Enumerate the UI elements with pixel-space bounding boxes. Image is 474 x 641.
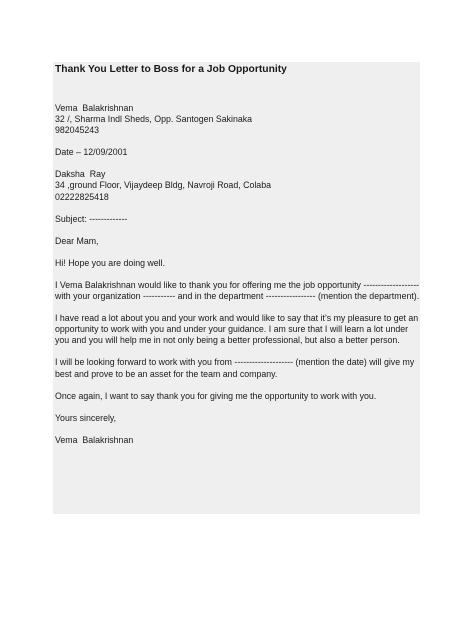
paragraph: I Vema Balakrishnan would like to thank you for offering me the job opportunity ------------------- with your organization ----------- and in the department ----------------- (mention the department). (55, 279, 420, 302)
paragraph: Hi! Hope you are doing well. (55, 257, 166, 268)
recipient-block (55, 169, 420, 202)
sender-block (55, 103, 420, 136)
closing: Yours sincerely, (55, 412, 117, 423)
letter-body (55, 63, 420, 446)
recipient-phone: 02222825418 (55, 191, 109, 202)
letter-title: Thank You Letter to Boss for a Job Opportunity (55, 64, 287, 75)
salutation: Dear Mam, (55, 235, 99, 246)
sender-name: Vema Balakrishnan (55, 103, 134, 113)
paragraph: I have read a lot about you and your work and would like to say that it’s my pleasure to get an opportunity to work with you and under your guidance. I am sure that I will learn a lot under you and you will help me in not only being a better professional, but also a better person. (55, 313, 419, 346)
letter-date: Date – 12/09/2001 (55, 147, 128, 158)
sender-phone: 982045243 (55, 125, 100, 136)
paragraph: I will be looking forward to work with you from -------------------- (mention the date) will give my best and prove to be an asset for the team and company. (55, 357, 415, 379)
paragraph: Once again, I want to say thank you for giving me the opportunity to work with you. (55, 390, 377, 401)
subject-line: Subject: ------------- (55, 213, 128, 224)
recipient-address: 34 ,ground Floor, Vijaydeep Bldg, Navroji Road, Colaba (55, 180, 271, 191)
sender-address: 32 /, Sharma Indl Sheds, Opp. Santogen Sakinaka (55, 114, 253, 125)
recipient-name: Daksha Ray (55, 169, 106, 180)
signature: Vema Balakrishnan (55, 434, 134, 445)
